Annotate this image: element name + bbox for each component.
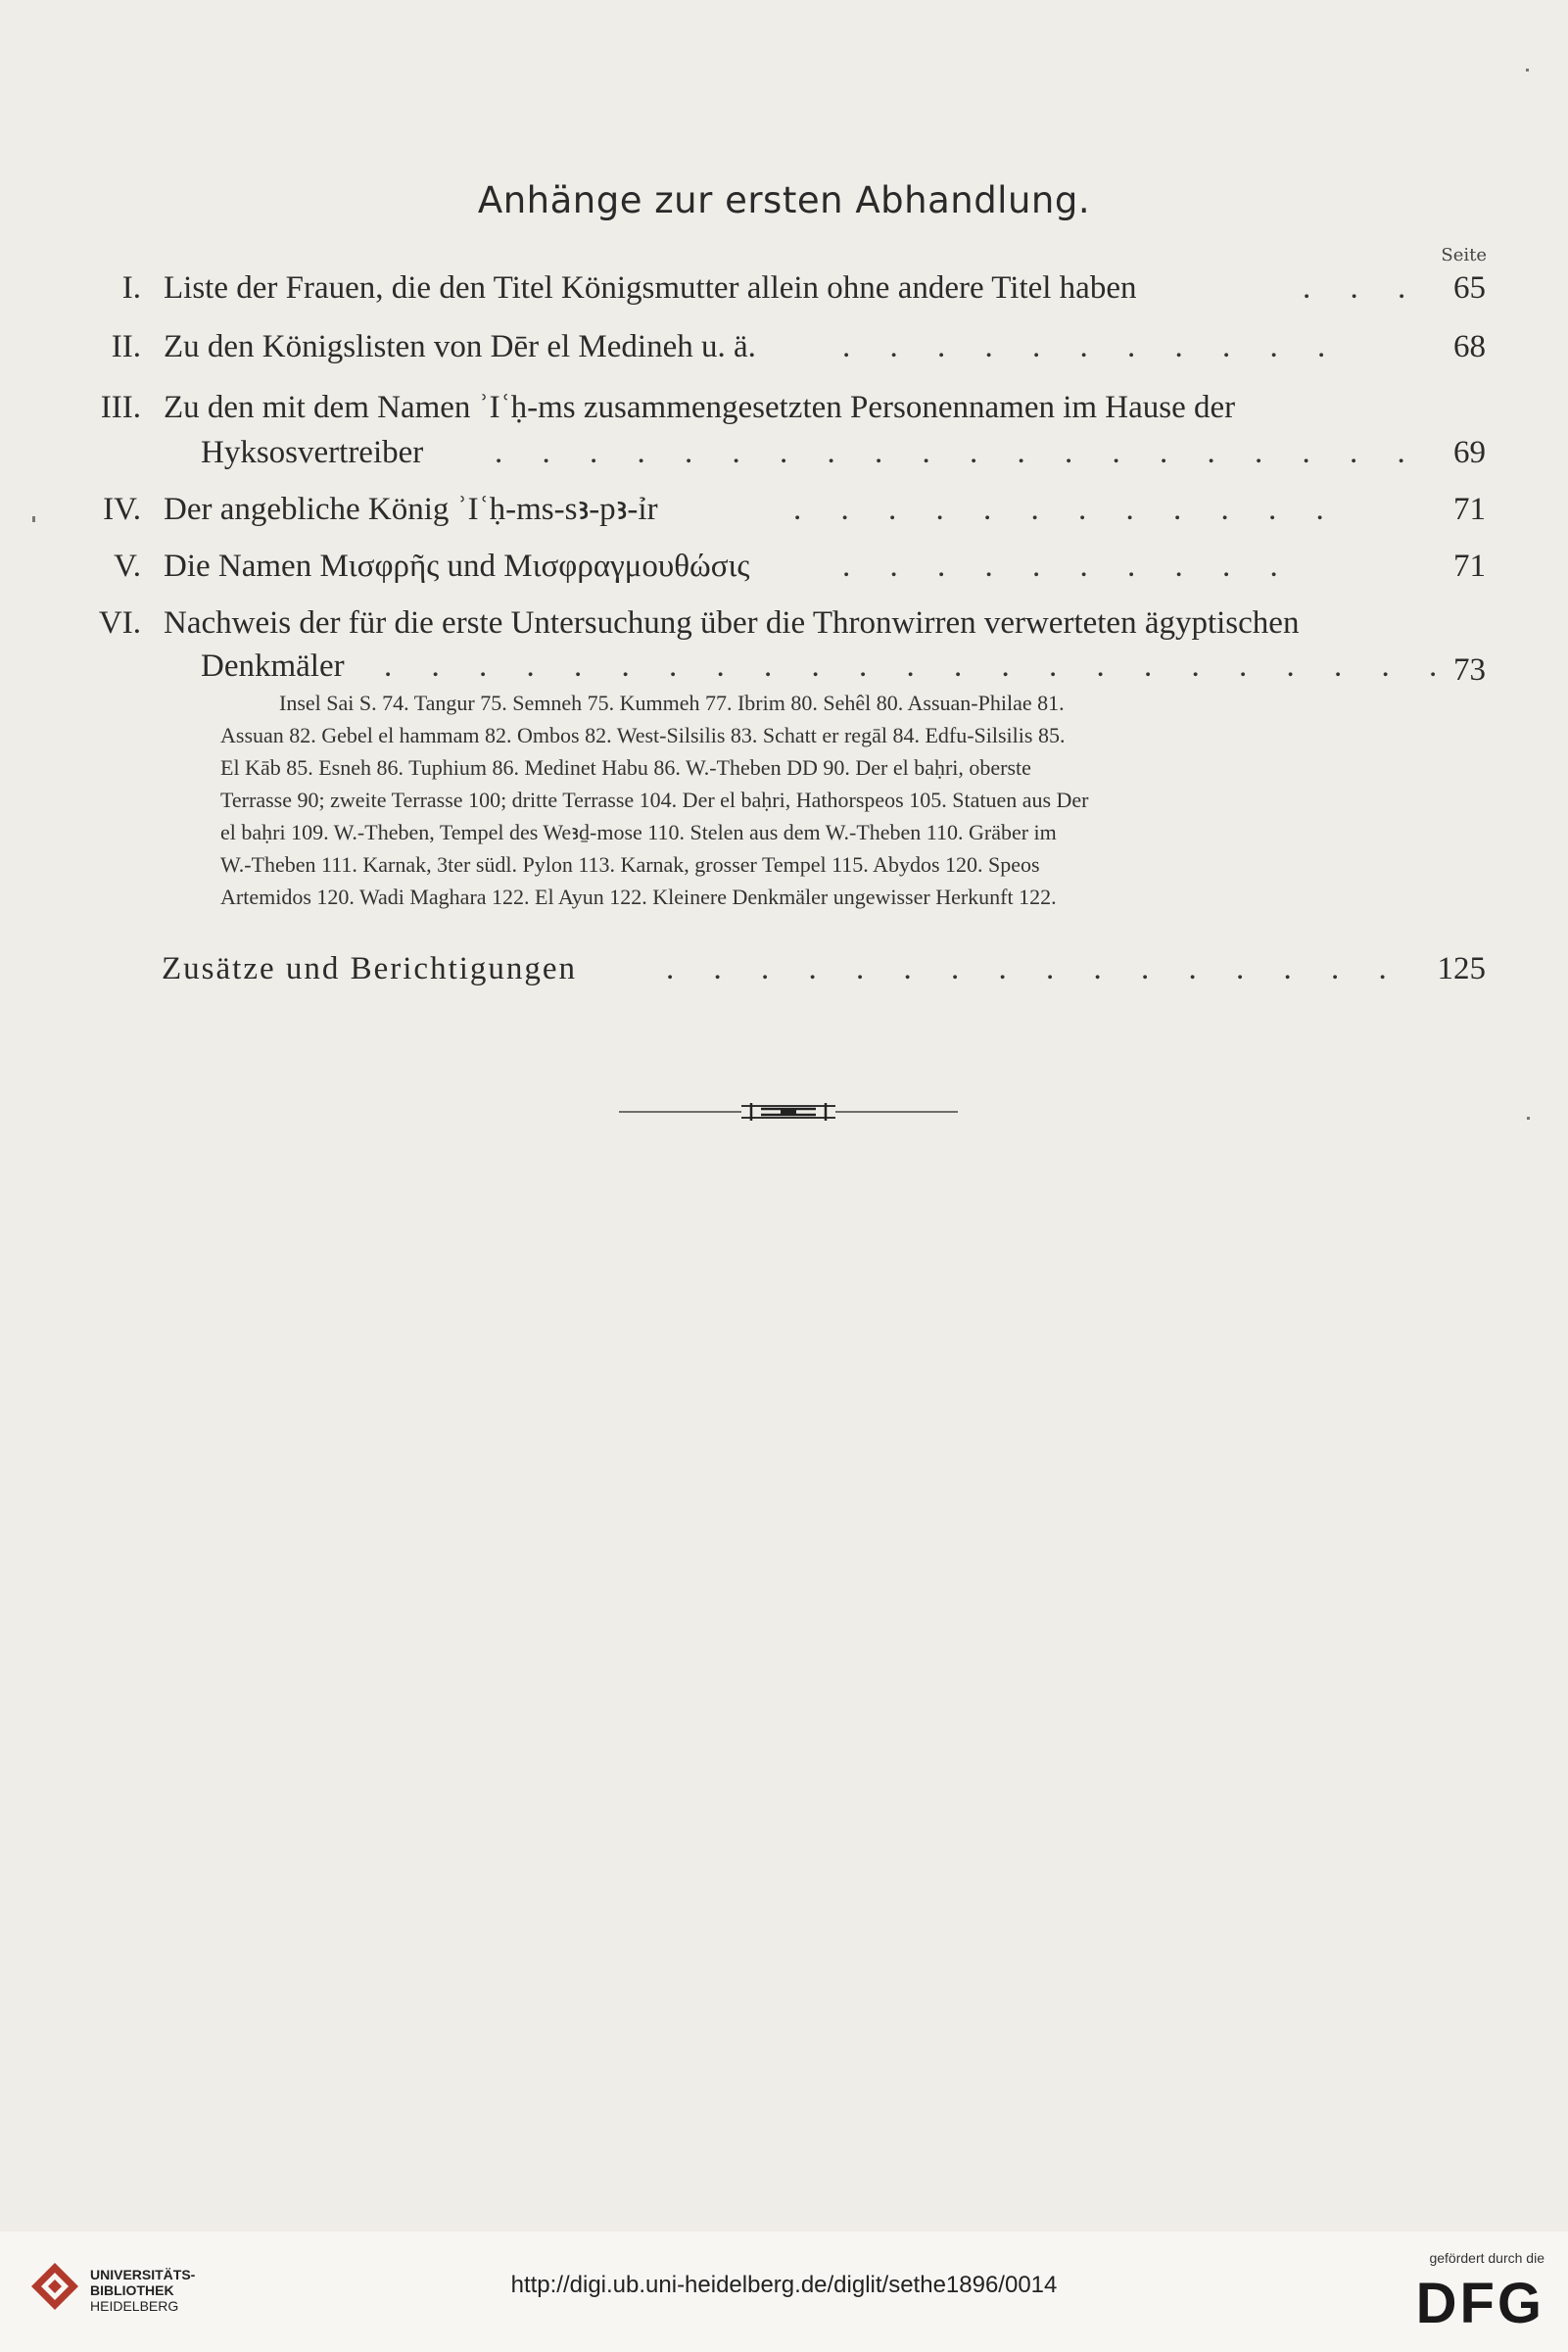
monument-list-line: el baḥri 109. W.-Theben, Tempel des Weꜣḏ-mose 110. Stelen aus dem W.-Theben 110. Gräber im bbox=[220, 820, 1057, 844]
entry-title-line2: Hyksosvertreiber bbox=[201, 435, 424, 470]
entry-title-line2: Denkmäler bbox=[201, 648, 345, 684]
entry-number: III. bbox=[100, 390, 141, 425]
entry-title: Zu den mit dem Namen ʾIʿḥ-ms zusammengesetzten Personennamen im Hause der bbox=[164, 390, 1236, 425]
entry-page-number: 125 bbox=[1437, 951, 1486, 986]
leader-dots: . . . . . . . . . . . . . . . . . . . . bbox=[495, 435, 1421, 470]
leader-dots: . . . . . . . . . . . . bbox=[793, 492, 1340, 527]
monument-list-line: Insel Sai S. 74. Tangur 75. Semneh 75. Kummeh 77. Ibrim 80. Sehêl 80. Assuan-Philae 81. bbox=[279, 691, 1065, 715]
entry-page-number: 68 bbox=[1453, 329, 1486, 364]
entry-page-number: 71 bbox=[1453, 549, 1486, 584]
entry-page-number: 69 bbox=[1453, 435, 1486, 470]
page-column-header: Seite bbox=[1441, 245, 1487, 265]
source-url-link[interactable]: http://digi.ub.uni-heidelberg.de/diglit/sethe1896/0014 bbox=[510, 2272, 1058, 2298]
entry-number: VI. bbox=[98, 605, 141, 641]
entry-title: Zu den Königslisten von Dēr el Medineh u. ä. bbox=[164, 329, 756, 364]
library-name-line: UNIVERSITÄTS- bbox=[90, 2267, 196, 2282]
dfg-logo: DFG bbox=[1415, 2272, 1544, 2335]
monument-list-line: Terrasse 90; zweite Terrasse 100; dritte Terrasse 104. Der el baḥri, Hathorspeos 105. Statuen aus Der bbox=[220, 788, 1089, 812]
entry-page-number: 65 bbox=[1453, 270, 1486, 306]
entry-number: I. bbox=[121, 270, 141, 306]
monument-list bbox=[220, 687, 1407, 913]
entry-number: II. bbox=[111, 329, 141, 364]
scan-speck bbox=[32, 516, 35, 522]
scan-speck bbox=[1526, 69, 1529, 72]
leader-dots: . . . bbox=[1303, 270, 1422, 306]
library-name-line: BIBLIOTHEK bbox=[90, 2282, 174, 2298]
leader-dots: . . . . . . . . . . . bbox=[842, 329, 1342, 364]
leader-dots: . . . . . . . . . . . . . . . . bbox=[666, 951, 1402, 986]
entry-title: Die Namen Μισφρῆς und Μισφραγμουθώσις bbox=[164, 549, 750, 584]
entry-number: IV. bbox=[103, 492, 141, 527]
funding-note: gefördert durch die bbox=[1429, 2250, 1544, 2266]
entry-title: Liste der Frauen, die den Titel Königsmutter allein ohne andere Titel haben bbox=[164, 270, 1137, 306]
page-heading: Anhänge zur ersten Abhandlung. bbox=[477, 179, 1091, 221]
monument-list-line: Assuan 82. Gebel el hammam 82. Ombos 82. West-Silsilis 83. Schatt er regāl 84. Edfu-Silsilis 85. bbox=[220, 723, 1066, 747]
library-name-line: HEIDELBERG bbox=[90, 2298, 179, 2314]
entry-page-number: 71 bbox=[1453, 492, 1486, 527]
leader-dots: . . . . . . . . . . . . . . . . . . . . . . . bbox=[384, 648, 1453, 684]
entry-title: Der angebliche König ʾIʿḥ-ms-sꜣ-pꜣ-ỉr bbox=[164, 492, 658, 527]
monument-list-line: El Kāb 85. Esneh 86. Tuphium 86. Medinet Habu 86. W.-Theben DD 90. Der el baḥri, oberste bbox=[220, 755, 1031, 780]
entry-page-number: 73 bbox=[1453, 652, 1486, 688]
scan-speck bbox=[1527, 1117, 1530, 1120]
entry-title: Nachweis der für die erste Untersuchung über die Thronwirren verwerteten ägyptischen bbox=[164, 605, 1300, 641]
entry-number: V. bbox=[114, 549, 141, 584]
monument-list-line: W.-Theben 111. Karnak, 3ter südl. Pylon 113. Karnak, grosser Tempel 115. Abydos 120. Speos bbox=[220, 852, 1040, 877]
entry-title: Zusätze und Berichtigungen bbox=[162, 951, 578, 986]
ornament-divider bbox=[619, 1099, 958, 1125]
leader-dots: . . . . . . . . . . bbox=[842, 549, 1294, 584]
monument-list-line: Artemidos 120. Wadi Maghara 122. El Ayun 122. Kleinere Denkmäler ungewisser Herkunft 122. bbox=[220, 885, 1057, 909]
